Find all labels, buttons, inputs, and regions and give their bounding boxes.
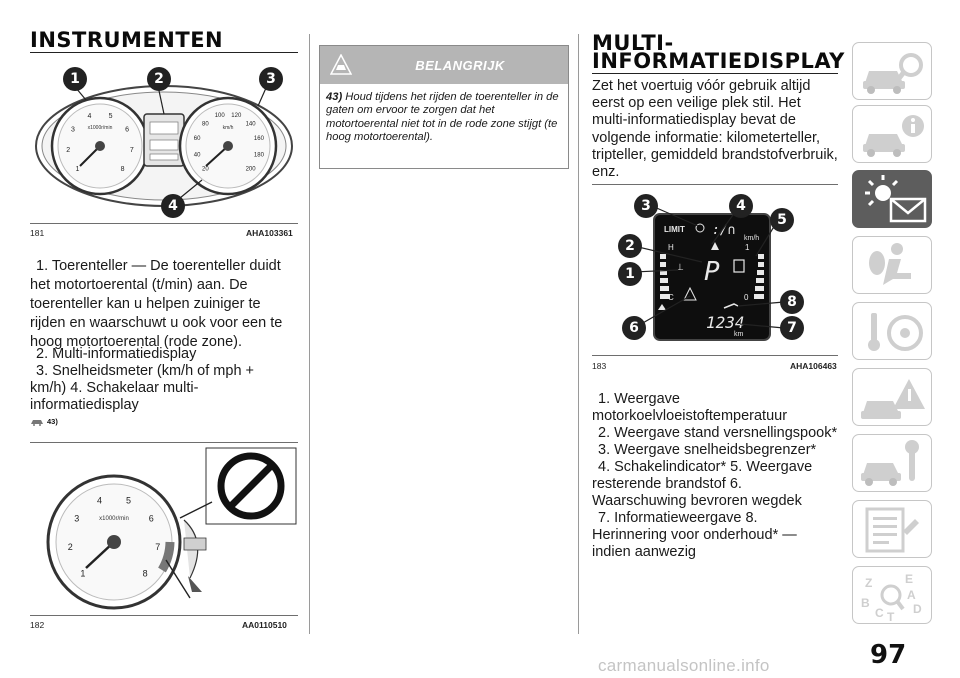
figure-code-text: AA0110510 <box>242 620 287 630</box>
dial-tick-label: 3 <box>74 513 80 524</box>
figure-code-text: AHA106463 <box>790 361 837 371</box>
dial-tick-label: 6 <box>125 126 130 134</box>
car-warning-icon <box>30 416 44 426</box>
chapter-tab-emergency[interactable] <box>852 368 932 426</box>
heading-underline <box>30 52 298 53</box>
figure-code <box>242 620 287 630</box>
list-item: 2. Multi-informatiedisplay <box>36 346 197 362</box>
list-item: 3. Snelheidsmeter (km/h of mph + km/h) 4. Schakelaar multi-informatiedisplay <box>30 363 255 414</box>
odometer-unit: km <box>734 331 744 338</box>
index-letter: B <box>861 596 870 610</box>
callout-4: 4 <box>161 194 185 218</box>
dial-tick-label: 100 <box>214 113 225 120</box>
chapter-tab-technical-data[interactable] <box>852 500 932 558</box>
dial-tick-label: 20 <box>202 166 209 173</box>
chapter-tab-starting-driving[interactable] <box>852 302 932 360</box>
dial-tick-label: 1 <box>80 568 86 579</box>
note-reference <box>30 416 58 426</box>
column-divider-left <box>309 34 310 634</box>
index-letter: T <box>887 610 895 624</box>
key-steering-wheel-icon <box>853 303 933 361</box>
callout-1: 1 <box>618 262 642 286</box>
figure-number: 183 <box>592 361 607 371</box>
callout-3: 3 <box>634 194 658 218</box>
list-item: 3. Weergave snelheidsbegrenzer* <box>598 442 817 458</box>
dial-tick-label: 60 <box>193 135 201 142</box>
figure-top-rule <box>592 184 838 185</box>
tachometer-red-zone-illustration <box>30 446 298 614</box>
callout-2: 2 <box>147 67 171 91</box>
list-item: 2. Weergave stand versnellingspook* <box>598 425 838 441</box>
important-note-label: 43) <box>326 91 343 103</box>
dial-tick-label: 8 <box>120 166 125 174</box>
chapter-tab-safety[interactable] <box>852 236 932 294</box>
tachometer-unit: x1000r/min <box>99 516 129 522</box>
dial-tick-label: 8 <box>142 568 148 579</box>
column-divider-right <box>578 34 579 634</box>
car-warning-icon <box>330 54 352 76</box>
dial-tick-label: 180 <box>253 152 264 159</box>
car-search-icon <box>853 43 933 101</box>
temp-high-label: H <box>668 243 674 252</box>
dial-tick-label: 3 <box>70 126 75 134</box>
section-heading-line1: MULTI- <box>592 31 674 55</box>
dial-tick-label: 80 <box>202 121 209 128</box>
checklist-icon <box>853 501 933 559</box>
callout-5: 5 <box>770 208 794 232</box>
callout-7: 7 <box>780 316 804 340</box>
callout-8: 8 <box>780 290 804 314</box>
important-note-text: Houd tijdens het rijden de toerenteller in de gaten om ervoor te zorgen dat het motortoerental niet tot in de rode zone stijgt (te hoog motortoerental). <box>326 91 559 144</box>
odometer-value: 1234 <box>706 313 745 332</box>
heading-underline <box>592 73 838 74</box>
figure-number: 182 <box>30 620 45 630</box>
speedometer-unit: km/h <box>222 125 234 131</box>
warning-light-message-icon <box>853 171 933 229</box>
chapter-tab-maintenance[interactable] <box>852 434 932 492</box>
index-letter: Z <box>865 576 873 590</box>
dial-tick-label: 7 <box>129 147 134 154</box>
figure-code <box>246 228 293 238</box>
car-wrench-icon <box>853 435 933 493</box>
important-note-title: BELANGRIJK <box>415 57 505 73</box>
speedometer-hub <box>223 141 233 151</box>
callout-1: 1 <box>63 67 87 91</box>
dial-tick-label: 6 <box>148 513 154 524</box>
important-note-body <box>320 84 568 155</box>
section-heading: INSTRUMENTEN <box>30 28 224 52</box>
figure-rule <box>592 355 838 356</box>
dial-tick-label: 7 <box>155 542 161 553</box>
alphabet-index-icon <box>853 567 933 625</box>
list-item: 4. Schakelindicator* 5. Weergave resterende brandstof 6. Waarschuwing bevroren wegdek <box>592 459 813 510</box>
figure-top-rule <box>30 442 298 443</box>
dial-tick-label: 160 <box>253 135 264 142</box>
coolant-icon: ⊥ <box>676 262 684 272</box>
figure-number: 181 <box>30 228 45 238</box>
dial-tick-label: 120 <box>231 113 242 120</box>
dial-tick-label: 4 <box>96 495 103 506</box>
dial-tick-label: 4 <box>87 113 92 121</box>
index-letter: C <box>875 606 884 620</box>
figure-multi-info-display <box>592 188 838 352</box>
figure-rule <box>30 223 298 224</box>
dial-tick-label: 2 <box>66 147 71 154</box>
chapter-tab-warning-lights-messages[interactable] <box>852 170 932 228</box>
callout-2: 2 <box>618 234 642 258</box>
limit-label: LIMIT <box>664 225 685 234</box>
index-letter: D <box>913 602 922 616</box>
display-intro-paragraph: Zet het voertuig vóór gebruik altijd eerst op een veilige plek stil. Het multi-informatiedisplay bevat de volgende informatie: kilometerteller, tripteller, gemiddeld brandstofverbruik, enz. <box>592 78 838 181</box>
list-item: 7. Informatieweergave 8. Herinnering voor onderhoud* — indien aanwezig <box>592 510 797 561</box>
figure-code <box>790 361 837 371</box>
figure-rule <box>30 615 298 616</box>
figure-tachometer-red-zone <box>30 446 298 614</box>
fuel-empty-label: 0 <box>744 293 749 302</box>
callout-6: 6 <box>622 316 646 340</box>
figure-instrument-cluster <box>30 62 298 222</box>
important-note-box <box>319 45 569 169</box>
dial-tick-label: 5 <box>125 495 132 506</box>
tachometer-unit: x1000r/min <box>87 125 113 131</box>
airbag-person-icon <box>853 237 933 295</box>
figure-code-text: AHA103361 <box>246 228 293 238</box>
tachometer-hub <box>95 141 105 151</box>
callout-4: 4 <box>729 194 753 218</box>
index-letter: A <box>907 588 916 602</box>
tachometer-paragraph: 1. Toerenteller — De toerenteller duidt het motortoerental (t/min) aan. De toerenteller kan u helpen zuiniger te rijden en waarschuwt u ook voor een te hoog motortoerental (rode zone). <box>30 258 283 350</box>
dial-tick-label: 200 <box>245 166 256 173</box>
speed-unit: km/h <box>744 235 760 242</box>
svg-text::∕∩: :∕∩ <box>712 223 736 238</box>
chapter-tab-getting-to-know[interactable] <box>852 42 932 100</box>
index-letter: E <box>905 572 914 586</box>
page-number: 97 <box>870 640 907 670</box>
gear-position: P <box>704 257 720 287</box>
car-road-warning-icon <box>853 369 933 427</box>
car-info-icon <box>853 106 933 164</box>
dial-tick-label: 2 <box>67 542 73 553</box>
temp-cold-label: C <box>668 293 674 302</box>
important-note-header <box>320 46 568 84</box>
chapter-tab-index[interactable] <box>852 566 932 624</box>
fuel-full-label: 1 <box>745 243 750 252</box>
watermark: carmanualsonline.info <box>598 656 770 675</box>
dial-tick-label: 40 <box>193 152 201 159</box>
dial-tick-label: 5 <box>108 113 113 121</box>
section-heading-line2: INFORMATIEDISPLAY <box>592 49 845 73</box>
callout-3: 3 <box>259 67 283 91</box>
dial-tick-label: 140 <box>245 121 256 128</box>
note-reference-label: 43) <box>47 416 58 426</box>
chapter-tab-info[interactable] <box>852 105 932 163</box>
dial-tick-label: 1 <box>75 166 80 174</box>
list-item: 1. Weergave motorkoelvloeistoftemperatuur <box>592 391 788 425</box>
